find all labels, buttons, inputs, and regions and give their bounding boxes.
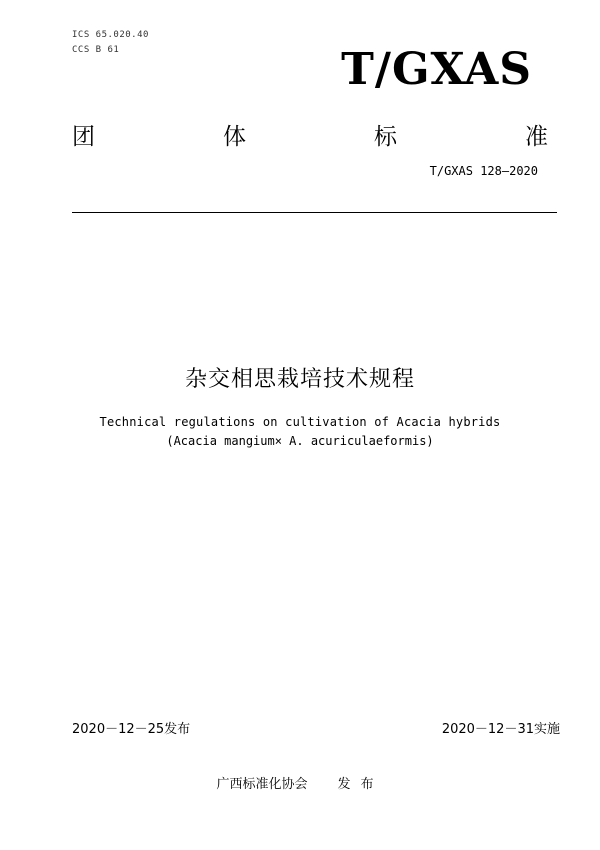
document-title-cn: 杂交相思栽培技术规程 xyxy=(184,367,415,392)
publisher-action: 发布 xyxy=(337,777,384,792)
standard-brand: T/GXAS xyxy=(341,44,532,95)
standard-type-char: 准 xyxy=(525,124,548,150)
standard-type-heading xyxy=(72,118,548,151)
standard-type-char: 标 xyxy=(374,124,397,150)
standard-type-char: 团 xyxy=(72,124,95,150)
header-divider xyxy=(72,212,557,213)
release-date: 2020－12－25发布 xyxy=(72,722,191,737)
implementation-date: 2020－12－31实施 xyxy=(441,722,560,737)
standard-code: T/GXAS 128—2020 xyxy=(429,164,538,178)
ics-code: ICS 65.020.40 xyxy=(72,30,149,40)
publisher-line xyxy=(0,773,600,792)
document-title-en: Technical regulations on cultivation of Acacia hybrids xyxy=(99,415,501,429)
ccs-code: CCS B 61 xyxy=(72,45,120,55)
publisher-name: 广西标准化协会 xyxy=(216,777,308,792)
standard-type-char: 体 xyxy=(223,124,246,150)
document-title-en-subtitle: (Acacia mangium× A. acuriculaeformis) xyxy=(166,434,434,448)
